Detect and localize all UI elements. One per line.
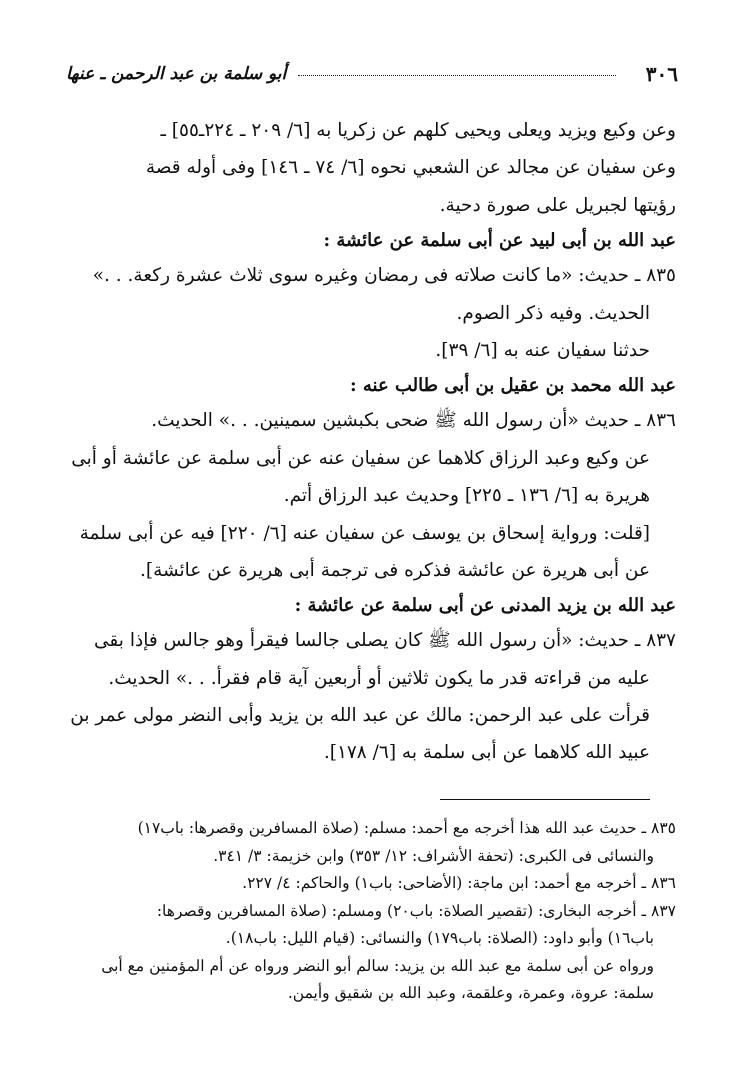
hadith-835-line: الحديث. وفيه ذكر الصوم. xyxy=(456,302,650,324)
footnote-line: سلمة: عروة، وعمرة، وعلقمة، وعبد الله بن شقيق وأيمن. xyxy=(287,984,654,1002)
hadith-836-line: عن وكيع وعبد الرزاق كلاهما عن سفيان عنه عن أبى سلمة عن عائشة أو أبى xyxy=(71,447,650,469)
main-text xyxy=(66,112,676,772)
footnote-line: ٨٣٦ ـ أخرجه مع أحمد: ابن ماجة: (الأضاحى: باب١) والحاكم: ٤/ ٢٢٧. xyxy=(242,874,676,892)
hadith-835-line: ٨٣٥ ـ حديث: «ما كانت صلاته فى رمضان وغيره سوى ثلاث عشرة ركعة. . .» xyxy=(92,265,676,287)
footnote-line: والنسائى فى الكبرى: (تحفة الأشراف: ١٢/ ٣٥٣) وابن خزيمة: ٣/ ٣٤١. xyxy=(213,846,654,865)
footnote-line: ٨٣٧ ـ أخرجه البخارى: (تقصير الصلاة: باب٢٠) ومسلم: (صلاة المسافرين وقصرها: xyxy=(156,901,676,920)
hadith-836-line: عن أبى هريرة عن عائشة فذكره فى ترجمة أبى هريرة عن عائشة]. xyxy=(139,559,650,581)
page-header xyxy=(66,62,678,88)
hadith-837-line: عبيد الله كلاهما عن أبى سلمة به [٦/ ١٧٨]. xyxy=(323,742,650,764)
hadith-837-line: ٨٣٧ ـ حديث: «أن رسول الله ﷺ كان يصلى جالسا فيقرأ وهو جالس فإذا بقى xyxy=(94,630,676,652)
running-title: أبو سلمة بن عبد الرحمن ـ عنها xyxy=(66,64,287,84)
footnotes xyxy=(66,815,676,1008)
text-line: رؤيتها لجبريل على صورة دحية. xyxy=(439,194,676,216)
text-line: وعن سفيان عن مجالد عن الشعبي نحوه [٦/ ٧٤ ـ ١٤٦] وفى أوله قصة xyxy=(145,157,676,179)
footnote-line: باب١٦) وأبو داود: (الصلاة: باب١٧٩) والنسائى: (قيام الليل: باب١٨). xyxy=(225,929,654,947)
section-heading: عبد الله محمد بن عقيل بن أبى طالب عنه : xyxy=(349,375,676,397)
hadith-836-line: ٨٣٦ ـ حديث «أن رسول الله ﷺ ضحى بكبشين سمينين. . .» الحديث. xyxy=(151,410,676,432)
hadith-837-line: عليه من قراءته قدر ما يكون ثلاثين أو أربعين آية قام فقرأ. . .» الحديث. xyxy=(108,667,650,689)
footnote-line: ٨٣٥ ـ حديث عبد الله هذا أخرجه مع أحمد: مسلم: (صلاة المسافرين وقصرها: باب١٧) xyxy=(137,819,676,837)
section-heading: عبد الله بن أبى لبيد عن أبى سلمة عن عائشة : xyxy=(323,230,676,252)
hadith-837-line: قرأت على عبد الرحمن: مالك عن عبد الله بن يزيد وأبى النضر مولى عمر بن xyxy=(70,705,650,727)
page-number: ٣٠٦ xyxy=(645,62,678,86)
footnote-line: ورواه عن أبى سلمة مع عبد الله بن يزيد: سالم أبو النضر ورواه عن أم المؤمنين مع أبى xyxy=(101,956,654,975)
text-line: وعن وكيع ويزيد ويعلى ويحيى كلهم عن زكريا به [٦/ ٢٠٩ ـ ٢٢٤ـ٥٥] ـ xyxy=(160,120,676,141)
hadith-835-line: حدثنا سفيان عنه به [٦/ ٣٩]. xyxy=(435,339,650,361)
section-heading: عبد الله بن يزيد المدنى عن أبى سلمة عن عائشة : xyxy=(294,595,676,617)
hadith-836-line: هريرة به [٦/ ١٣٦ ـ ٢٢٥] وحديث عبد الرزاق أتم. xyxy=(283,485,650,507)
hadith-836-line: [قلت: ورواية إسحاق بن يوسف عن سفيان عنه [٦/ ٢٢٠] فيه عن أبى سلمة xyxy=(79,522,650,544)
footnote-separator xyxy=(440,799,650,800)
header-rule xyxy=(298,75,616,76)
